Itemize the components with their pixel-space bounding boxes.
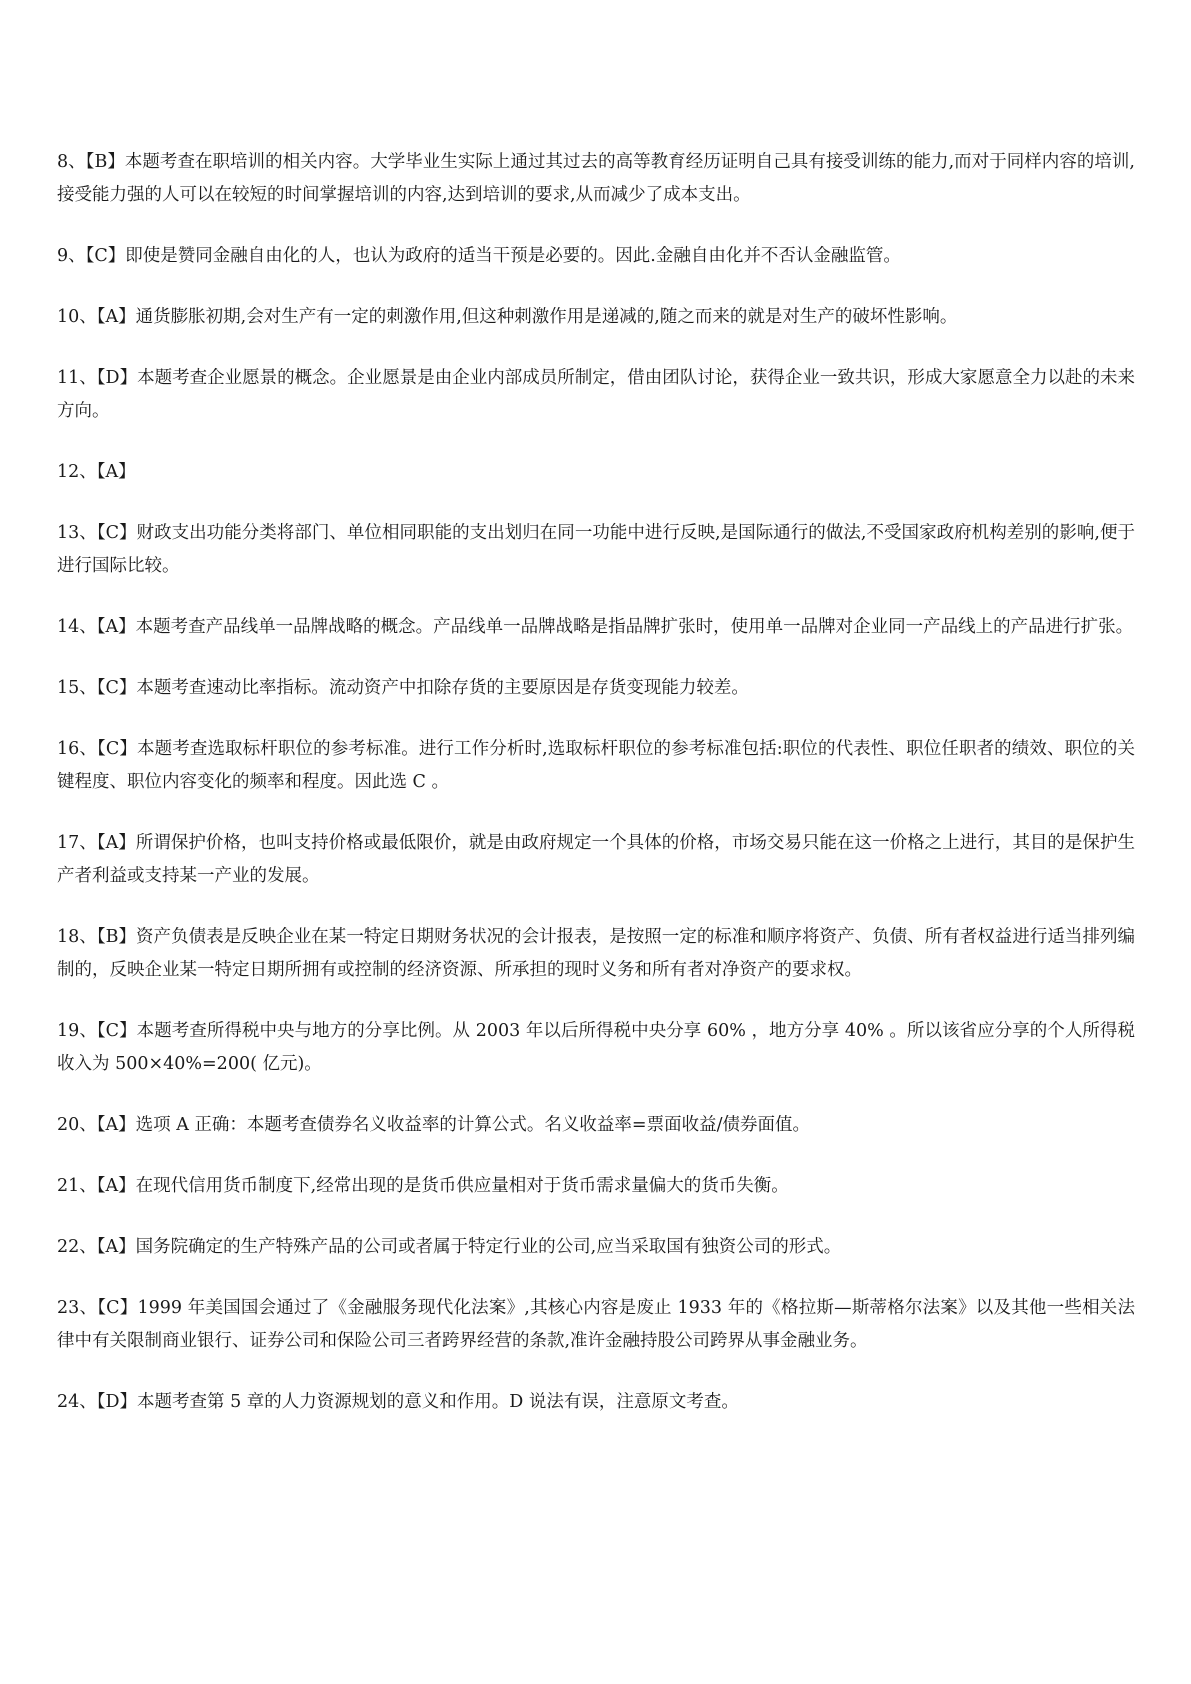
answer-item-13: 13、【C】财政支出功能分类将部门、单位相同职能的支出划归在同一功能中进行反映,是国际通行的做法,不受国家政府机构差别的影响,便于进行国际比较。: [57, 523, 1135, 576]
answer-item-24: 24、【D】本题考查第 5 章的人力资源规划的意义和作用。D 说法有误，注意原文考查。: [57, 1392, 739, 1412]
answer-item-23: 23、【C】1999 年美国国会通过了《金融服务现代化法案》,其核心内容是废止 1933 年的《格拉斯—斯蒂格尔法案》以及其他一些相关法律中有关限制商业银行、证券公司和保险公司三者跨界经营的条款,准许金融持股公司跨界从事金融业务。: [57, 1298, 1135, 1351]
answer-item-17: 17、【A】所谓保护价格，也叫支持价格或最低限价，就是由政府规定一个具体的价格，市场交易只能在这一价格之上进行，其目的是保护生产者利益或支持某一产业的发展。: [57, 833, 1135, 886]
answer-item-21: 21、【A】在现代信用货币制度下,经常出现的是货币供应量相对于货币需求量偏大的货币失衡。: [57, 1176, 789, 1196]
answer-item-10: 10、【A】通货膨胀初期,会对生产有一定的刺激作用,但这种刺激作用是递减的,随之而来的就是对生产的破坏性影响。: [57, 307, 958, 327]
answer-item-22: 22、【A】国务院确定的生产特殊产品的公司或者属于特定行业的公司,应当采取国有独资公司的形式。: [57, 1237, 842, 1257]
answer-item-18: 18、【B】资产负债表是反映企业在某一特定日期财务状况的会计报表，是按照一定的标准和顺序将资产、负债、所有者权益进行适当排列编制的，反映企业某一特定日期所拥有或控制的经济资源、所承担的现时义务和所有者对净资产的要求权。: [57, 927, 1135, 980]
answer-item-15: 15、【C】本题考查速动比率指标。流动资产中扣除存货的主要原因是存货变现能力较差。: [57, 678, 749, 698]
answer-item-14: 14、【A】本题考查产品线单一品牌战略的概念。产品线单一品牌战略是指品牌扩张时，使用单一品牌对企业同一产品线上的产品进行扩张。: [57, 617, 1134, 637]
answer-item-8: 8、【B】本题考查在职培训的相关内容。大学毕业生实际上通过其过去的高等教育经历证明自己具有接受训练的能力,而对于同样内容的培训,接受能力强的人可以在较短的时间掌握培训的内容,达到培训的要求,从而减少了成本支出。: [57, 152, 1135, 205]
answer-item-9: 9、【C】即使是赞同金融自由化的人，也认为政府的适当干预是必要的。因此.金融自由化并不否认金融监管。: [57, 246, 901, 266]
answer-item-12: 12、【A】: [57, 462, 136, 482]
answer-list: [57, 146, 1135, 1447]
answer-item-11: 11、【D】本题考查企业愿景的概念。企业愿景是由企业内部成员所制定，借由团队讨论，获得企业一致共识，形成大家愿意全力以赴的未来方向。: [57, 368, 1135, 421]
answer-item-16: 16、【C】本题考查选取标杆职位的参考标准。进行工作分析时,选取标杆职位的参考标准包括:职位的代表性、职位任职者的绩效、职位的关键程度、职位内容变化的频率和程度。因此选 C 。: [57, 739, 1135, 792]
answer-item-19: 19、【C】本题考查所得税中央与地方的分享比例。从 2003 年以后所得税中央分享 60% ，地方分享 40% 。所以该省应分享的个人所得税收入为 500×40%=200( 亿元)。: [57, 1021, 1135, 1074]
answer-item-20: 20、【A】选项 A 正确：本题考查债券名义收益率的计算公式。名义收益率=票面收益/债券面值。: [57, 1115, 810, 1135]
